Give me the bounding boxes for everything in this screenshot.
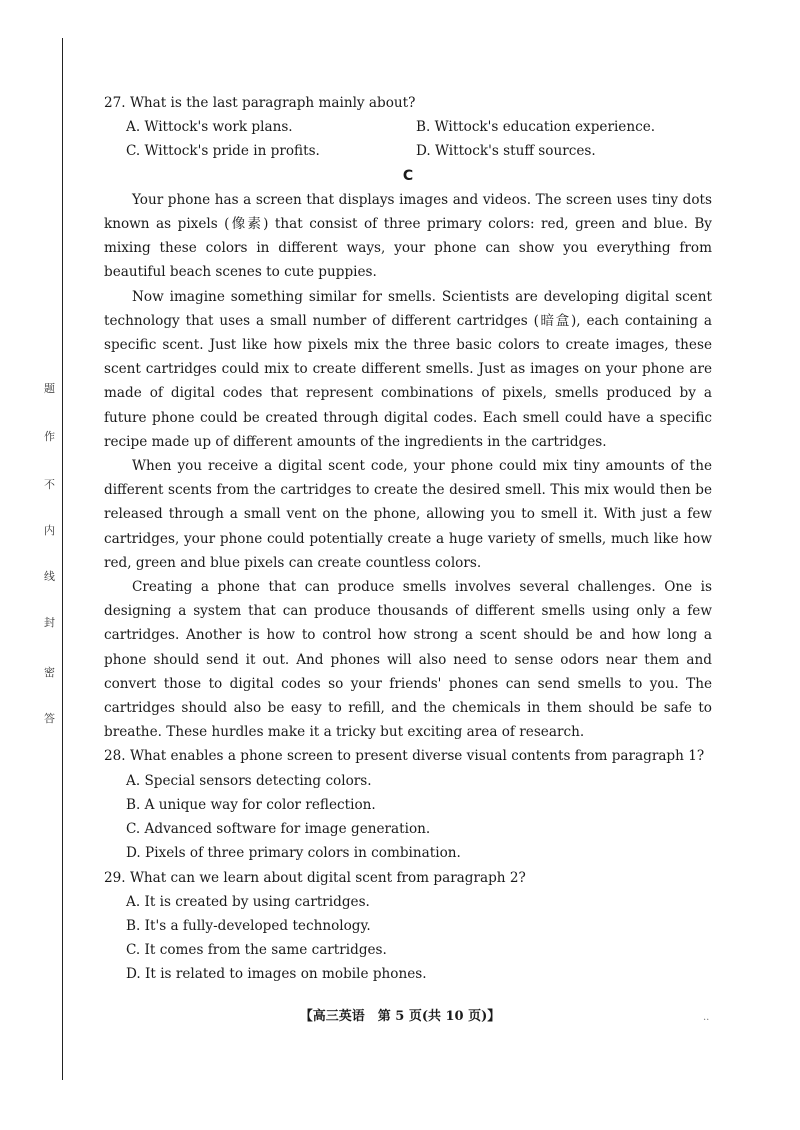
option-b: B. A unique way for color reflection. xyxy=(126,796,376,813)
option-b: B. It's a fully-developed technology. xyxy=(126,917,371,934)
option-c: C. Advanced software for image generation. xyxy=(126,821,431,838)
question-29: 29. What can we learn about digital scent from paragraph 2? xyxy=(104,869,526,886)
passage-paragraph-3: When you receive a digital scent code, your phone could mix tiny amounts of the different scents from the cartridges to create the desired smell. This mix would then be released through a small vent on the phone, allowing you to smell it. With just a few cartridges, your phone could potentially create a huge variety of smells, much like how red, green and blue pixels can create countless colors. xyxy=(104,458,712,571)
question-27: 27. What is the last paragraph mainly about? xyxy=(104,95,416,111)
option-c: C. Wittock's pride in profits. xyxy=(126,143,320,160)
question-28: 28. What enables a phone screen to present diverse visual contents from paragraph 1? xyxy=(104,748,705,765)
option-d: D. Pixels of three primary colors in combination. xyxy=(126,845,461,862)
option-b: B. Wittock's education experience. xyxy=(416,119,656,136)
margin-char: 作 xyxy=(44,430,55,443)
margin-char: 封 xyxy=(44,616,55,629)
option-d: D. Wittock's stuff sources. xyxy=(416,143,596,160)
option-d: D. It is related to images on mobile phones. xyxy=(126,966,427,983)
margin-char: 题 xyxy=(44,382,55,395)
binding-line xyxy=(62,38,63,1080)
option-a: A. Wittock's work plans. xyxy=(126,119,293,136)
section-heading: C xyxy=(402,167,414,184)
page-content xyxy=(104,91,712,987)
passage-paragraph-2: Now imagine something similar for smells. Scientists are developing digital scent technology that uses a small number of different cartridges (暗盒), each containing a specific scent. Just like how pixels mix the three basic colors to create images, these scent cartridges could mix to create different smells. Just as images on your phone are made of digital codes that represent combinations of pixels, smells produced by a future phone could be created through digital codes. Each smell could have a specific recipe made up of different amounts of the ingredients in the cartridges. xyxy=(104,288,712,450)
footer-mark: .. xyxy=(703,1012,710,1023)
margin-char: 答 xyxy=(44,712,55,725)
option-a: A. It is created by using cartridges. xyxy=(126,893,370,910)
margin-char: 内 xyxy=(44,524,55,537)
margin-char: 不 xyxy=(44,478,55,491)
option-a: A. Special sensors detecting colors. xyxy=(126,772,372,789)
margin-char: 线 xyxy=(44,570,55,583)
option-c: C. It comes from the same cartridges. xyxy=(126,942,387,959)
margin-char: 密 xyxy=(44,666,55,679)
passage-paragraph-4: Creating a phone that can produce smells involves several challenges. One is designing a system that can produce thousands of different smells using only a few cartridges. Another is how to control how strong a scent should be and how long a phone should send it out. And phones will also need to sense odors near them and convert those to digital codes so your friends' phones can send smells to you. The cartridges should also be easy to refill, and the chemicals in them should be safe to breathe. These hurdles make it a tricky but exciting area of research. xyxy=(104,579,712,741)
question-27-options xyxy=(104,115,712,163)
page-footer: 【高三英语 第 5 页(共 10 页)】 xyxy=(299,1009,501,1024)
passage-paragraph-1: Your phone has a screen that displays images and videos. The screen uses tiny dots known as pixels (像素) that consist of three primary colors: red, green and blue. By mixing these colors in different ways, your phone can show you everything from beautiful beach scenes to cute puppies. xyxy=(104,191,712,281)
